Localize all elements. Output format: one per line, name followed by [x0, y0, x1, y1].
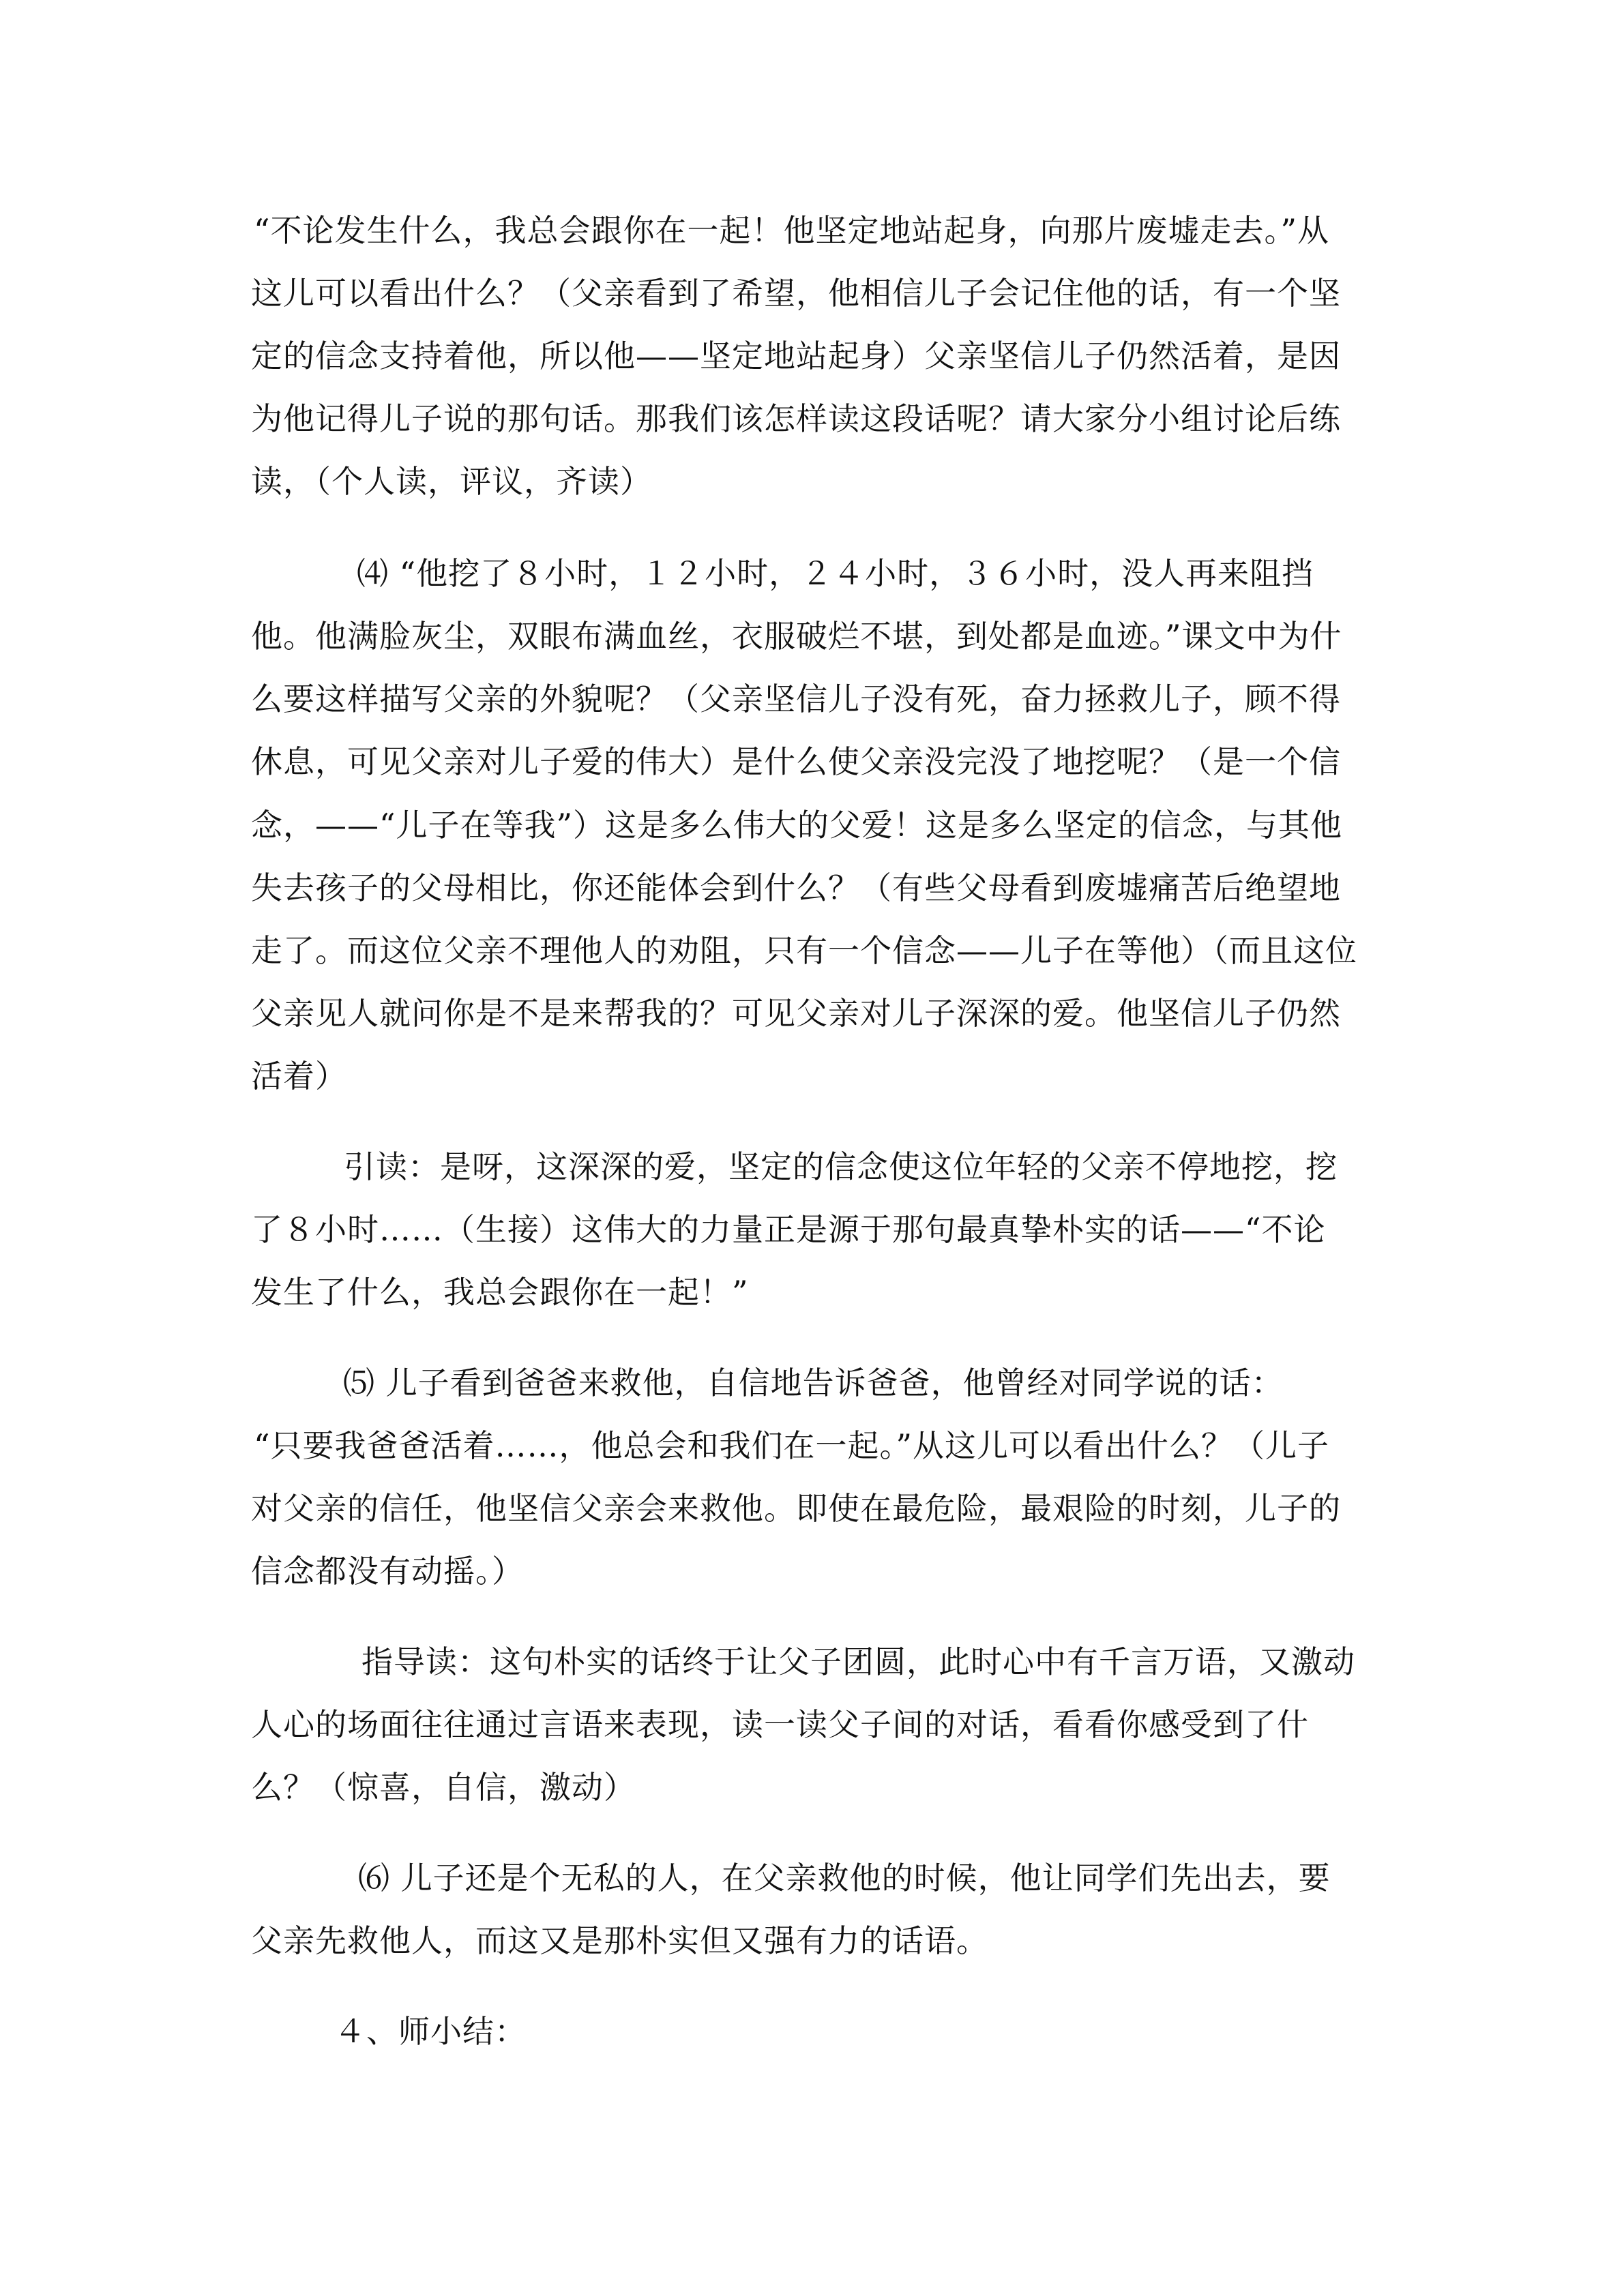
text-line: 活着） [251, 1058, 347, 1094]
text-line: 信念都没有动摇。） [251, 1553, 524, 1590]
text-line: 引读：是呀，这深深的爱，坚定的信念使这位年轻的父亲不停地挖，挖 [344, 1148, 1338, 1185]
text-line: 人心的场面往往通过言语来表现，读一读父子间的对话，看看你感受到了什 [251, 1706, 1309, 1743]
text-line: ⑸ 儿子看到爸爸来救他，自信地告诉爸爸，他曾经对同学说的话： [343, 1365, 1284, 1401]
text-line: ⑷ “他挖了８小时，１２小时，２４小时，３６小时，没人再来阻挡 [357, 555, 1314, 592]
text-line: 么要这样描写父亲的外貌呢？（父亲坚信儿子没有死，奋力拯救儿子，顾不得 [251, 681, 1341, 717]
text-line: 念，——“儿子在等我”）这是多么伟大的父爱！这是多么坚定的信念，与其他 [251, 807, 1343, 844]
text-line: 了８小时……（生接）这伟大的力量正是源于那句最真挚朴实的话——“不论 [251, 1211, 1326, 1248]
text-line: 发生了什么，我总会跟你在一起！” [251, 1274, 749, 1311]
text-line: 定的信念支持着他，所以他——坚定地站起身）父亲坚信儿子仍然活着，是因 [251, 338, 1341, 374]
text-line: 读，（个人读，评议，齐读） [251, 463, 652, 500]
text-line: 父亲先救他人，而这又是那朴实但又强有力的话语。 [251, 1922, 988, 1959]
text-line: 休息，可见父亲对儿子爱的伟大）是什么使父亲没完没了地挖呢？（是一个信 [251, 743, 1341, 780]
text-line: 他。他满脸灰尘，双眼布满血丝，衣服破烂不堪，到处都是血迹。”课文中为什 [251, 618, 1342, 655]
text-line: 指导读：这句朴实的话终于让父子团圆，此时心中有千言万语，又激动 [361, 1643, 1355, 1680]
text-line: 对父亲的信任，他坚信父亲会来救他。即使在最危险，最艰险的时刻，儿子的 [251, 1490, 1341, 1527]
text-line: 为他记得儿子说的那句话。那我们该怎样读这段话呢？请大家分小组讨论后练 [251, 400, 1341, 437]
text-line: ４、师小结： [334, 2013, 527, 2050]
text-line: 走了。而这位父亲不理他人的劝阻，只有一个信念——儿子在等他）（而且这位 [251, 932, 1357, 969]
text-line: 么？（惊喜，自信，激动） [251, 1769, 636, 1806]
text-line: “只要我爸爸活着……，他总会和我们在一起。”从这儿可以看出什么？（儿子 [254, 1427, 1330, 1464]
text-line: 父亲见人就问你是不是来帮我的？可见父亲对儿子深深的爱。他坚信儿子仍然 [251, 995, 1341, 1032]
text-line: “不论发生什么，我总会跟你在一起！他坚定地站起身，向那片废墟走去。”从 [254, 212, 1330, 249]
text-line: ⑹ 儿子还是个无私的人，在父亲救他的时候，他让同学们先出去，要 [358, 1860, 1331, 1896]
text-line: 这儿可以看出什么？（父亲看到了希望，他相信儿子会记住他的话，有一个坚 [251, 275, 1341, 312]
text-line: 失去孩子的父母相比，你还能体会到什么？（有些父母看到废墟痛苦后绝望地 [251, 869, 1341, 906]
